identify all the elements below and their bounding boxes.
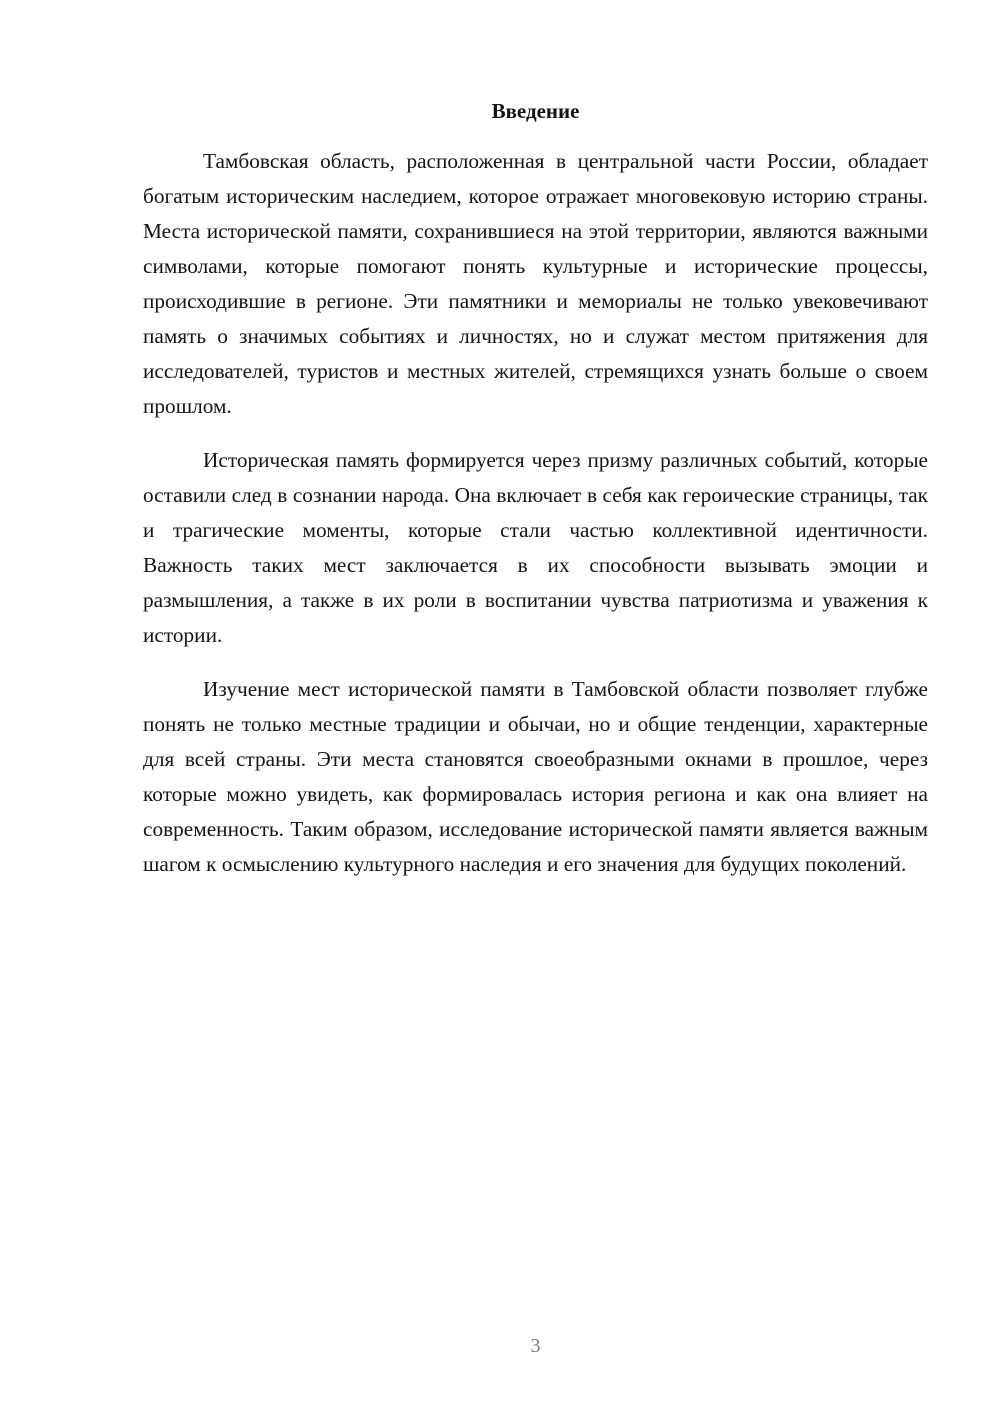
section-heading: Введение [491, 99, 580, 123]
paragraph-2: Историческая память формируется через призму различных событий, которые оставили след в сознании народа. Она включает в себя как героические страницы, так и трагические моменты, которые стали частью коллективной идентичности. Важность таких мест заключается в их способности вызывать эмоции и размышления, а также в их роли в воспитании чувства патриотизма и уважения к истории. [143, 448, 928, 647]
body-text [143, 144, 928, 901]
page-number: 3 [530, 1335, 541, 1357]
paragraph-3: Изучение мест исторической памяти в Тамбовской области позволяет глубже понять не только местные традиции и обычаи, но и общие тенденции, характерные для всей страны. Эти места становятся своеобразными окнами в прошлое, через которые можно увидеть, как формировалась история региона и как она влияет на современность. Таким образом, исследование исторической памяти является важным шагом к осмыслению культурного наследия и его значения для будущих поколений. [143, 677, 928, 876]
paragraph-1: Тамбовская область, расположенная в центральной части России, обладает богатым историческим наследием, которое отражает многовековую историю страны. Места исторической памяти, сохранившиеся на этой территории, являются важными символами, которые помогают понять культурные и исторические процессы, происходившие в регионе. Эти памятники и мемориалы не только увековечивают память о значимых событиях и личностях, но и служат местом притяжения для исследователей, туристов и местных жителей, стремящихся узнать больше о своем прошлом. [143, 149, 928, 418]
